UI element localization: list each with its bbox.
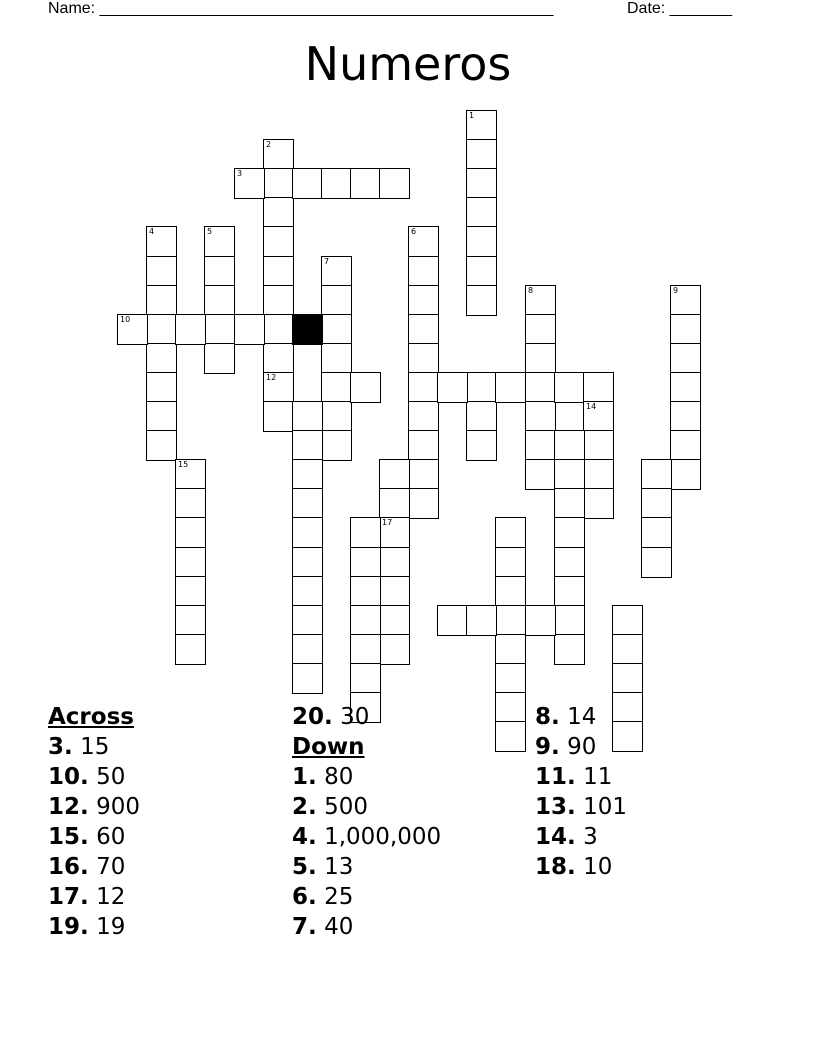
clue-text: 80 xyxy=(324,764,354,790)
grid-cell[interactable] xyxy=(525,343,556,374)
grid-cell[interactable] xyxy=(495,634,526,665)
clue-text: 30 xyxy=(340,704,370,730)
grid-cell[interactable] xyxy=(670,430,701,461)
grid-cell[interactable] xyxy=(525,285,556,316)
clue-number: 17. xyxy=(48,884,89,910)
cell-number: 17 xyxy=(382,518,393,527)
clue-text: 40 xyxy=(324,914,354,940)
clue-across-3 xyxy=(48,732,140,762)
grid-cell[interactable] xyxy=(292,488,323,519)
grid-cell[interactable] xyxy=(525,605,556,636)
clue-text: 500 xyxy=(324,794,368,820)
clue-down-7 xyxy=(292,912,441,942)
clue-down-14 xyxy=(535,822,627,852)
grid-cell[interactable] xyxy=(379,517,410,548)
clue-number: 20. xyxy=(292,704,333,730)
grid-cell[interactable] xyxy=(670,343,701,374)
grid-cell[interactable] xyxy=(554,547,585,578)
grid-cell[interactable] xyxy=(583,459,614,490)
cell-number: 3 xyxy=(237,169,243,178)
grid-cell[interactable] xyxy=(466,110,497,141)
grid-cell[interactable] xyxy=(379,576,410,607)
grid-cell[interactable] xyxy=(146,314,177,345)
across-heading: Across xyxy=(48,704,134,730)
clue-text: 50 xyxy=(96,764,126,790)
grid-cell[interactable] xyxy=(466,430,497,461)
grid-cell[interactable] xyxy=(525,401,556,432)
cell-number: 7 xyxy=(324,257,330,266)
grid-cell[interactable] xyxy=(408,256,439,287)
clue-across-20 xyxy=(292,702,441,732)
grid-cell[interactable] xyxy=(495,692,526,723)
clue-number: 2. xyxy=(292,794,317,820)
grid-cell[interactable] xyxy=(495,605,526,636)
clue-text: 900 xyxy=(96,794,140,820)
clue-number: 7. xyxy=(292,914,317,940)
grid-cell[interactable] xyxy=(583,372,614,403)
grid-cell[interactable] xyxy=(292,576,323,607)
grid-cell[interactable] xyxy=(321,401,352,432)
clue-text: 11 xyxy=(583,764,613,790)
cell-number: 4 xyxy=(149,227,155,236)
grid-cell[interactable] xyxy=(554,372,585,403)
grid-cell[interactable] xyxy=(466,372,497,403)
grid-cell[interactable] xyxy=(466,605,497,636)
grid-cell[interactable] xyxy=(350,605,381,636)
grid-cell[interactable] xyxy=(408,372,439,403)
grid-cell[interactable] xyxy=(292,517,323,548)
cell-number: 15 xyxy=(178,460,189,469)
grid-cell[interactable] xyxy=(350,634,381,665)
grid-cell[interactable] xyxy=(350,168,381,199)
clue-number: 13. xyxy=(535,794,576,820)
grid-cell[interactable] xyxy=(379,634,410,665)
clue-across-16 xyxy=(48,852,140,882)
grid-cell[interactable] xyxy=(554,488,585,519)
grid-cell[interactable] xyxy=(408,488,439,519)
cell-number: 10 xyxy=(120,315,131,324)
grid-cell[interactable] xyxy=(641,547,672,578)
cell-number: 12 xyxy=(266,373,277,382)
grid-cell[interactable] xyxy=(379,605,410,636)
clue-number: 15. xyxy=(48,824,89,850)
grid-cell[interactable] xyxy=(670,314,701,345)
grid-cell[interactable] xyxy=(466,168,497,199)
grid-cell[interactable] xyxy=(175,547,206,578)
grid-cell[interactable] xyxy=(204,343,235,374)
clue-number: 3. xyxy=(48,734,73,760)
grid-cell[interactable] xyxy=(292,459,323,490)
grid-cell[interactable] xyxy=(321,430,352,461)
grid-cell[interactable] xyxy=(379,547,410,578)
clue-number: 8. xyxy=(535,704,560,730)
grid-cell[interactable] xyxy=(321,285,352,316)
clue-down-18 xyxy=(535,852,627,882)
clue-number: 10. xyxy=(48,764,89,790)
cell-number: 5 xyxy=(207,227,213,236)
clue-down-1 xyxy=(292,762,441,792)
clue-across-15 xyxy=(48,822,140,852)
clue-text: 10 xyxy=(583,854,613,880)
grid-cell[interactable] xyxy=(670,401,701,432)
grid-cell[interactable] xyxy=(437,372,468,403)
clue-number: 16. xyxy=(48,854,89,880)
clue-text: 70 xyxy=(96,854,126,880)
clue-text: 14 xyxy=(567,704,597,730)
grid-cell[interactable] xyxy=(583,488,614,519)
date-field-label: Date: _______ xyxy=(627,0,732,17)
grid-cell[interactable] xyxy=(292,605,323,636)
grid-cell[interactable] xyxy=(175,459,206,490)
grid-cell[interactable] xyxy=(321,372,352,403)
shaded-cell xyxy=(292,314,323,345)
clue-number: 11. xyxy=(535,764,576,790)
grid-cell[interactable] xyxy=(292,634,323,665)
grid-cell[interactable] xyxy=(466,226,497,257)
clue-down-2 xyxy=(292,792,441,822)
grid-cell[interactable] xyxy=(175,605,206,636)
clue-across-17 xyxy=(48,882,140,912)
grid-cell[interactable] xyxy=(408,343,439,374)
clue-text: 3 xyxy=(583,824,598,850)
grid-cell[interactable] xyxy=(350,372,381,403)
grid-cell[interactable] xyxy=(495,547,526,578)
clue-text: 60 xyxy=(96,824,126,850)
grid-cell[interactable] xyxy=(408,314,439,345)
grid-cell[interactable] xyxy=(234,314,265,345)
grid-cell[interactable] xyxy=(175,314,206,345)
grid-cell[interactable] xyxy=(263,139,294,170)
cell-number: 6 xyxy=(411,227,417,236)
grid-cell[interactable] xyxy=(641,488,672,519)
grid-cell[interactable] xyxy=(495,372,526,403)
grid-cell[interactable] xyxy=(204,256,235,287)
clue-number: 4. xyxy=(292,824,317,850)
grid-cell[interactable] xyxy=(263,343,294,374)
grid-cell[interactable] xyxy=(146,226,177,257)
cell-number: 2 xyxy=(266,140,272,149)
cell-number: 9 xyxy=(673,286,679,295)
grid-cell[interactable] xyxy=(292,430,323,461)
grid-cell[interactable] xyxy=(554,430,585,461)
grid-cell[interactable] xyxy=(292,663,323,694)
grid-cell[interactable] xyxy=(350,547,381,578)
grid-cell[interactable] xyxy=(263,401,294,432)
grid-cell[interactable] xyxy=(350,663,381,694)
grid-cell[interactable] xyxy=(466,139,497,170)
grid-cell[interactable] xyxy=(670,459,701,490)
grid-cell[interactable] xyxy=(263,372,294,403)
grid-cell[interactable] xyxy=(146,430,177,461)
grid-cell[interactable] xyxy=(583,401,614,432)
grid-cell[interactable] xyxy=(146,285,177,316)
clue-text: 90 xyxy=(567,734,597,760)
clue-down-9 xyxy=(535,732,627,762)
grid-cell[interactable] xyxy=(466,401,497,432)
clue-down-5 xyxy=(292,852,441,882)
clue-across-10 xyxy=(48,762,140,792)
clues-column-1 xyxy=(48,702,140,942)
cell-number: 8 xyxy=(528,286,534,295)
grid-cell[interactable] xyxy=(263,256,294,287)
clue-text: 13 xyxy=(324,854,354,880)
grid-cell[interactable] xyxy=(175,634,206,665)
grid-cell[interactable] xyxy=(525,430,556,461)
grid-cell[interactable] xyxy=(146,256,177,287)
clue-down-11 xyxy=(535,762,627,792)
clue-number: 9. xyxy=(535,734,560,760)
grid-cell[interactable] xyxy=(612,605,643,636)
clue-number: 5. xyxy=(292,854,317,880)
clue-number: 6. xyxy=(292,884,317,910)
clue-number: 18. xyxy=(535,854,576,880)
grid-cell[interactable] xyxy=(641,517,672,548)
clue-number: 14. xyxy=(535,824,576,850)
grid-cell[interactable] xyxy=(263,285,294,316)
grid-cell[interactable] xyxy=(641,459,672,490)
grid-cell[interactable] xyxy=(670,285,701,316)
clue-across-12 xyxy=(48,792,140,822)
clue-down-6 xyxy=(292,882,441,912)
cell-number: 1 xyxy=(469,111,475,120)
clue-down-8 xyxy=(535,702,627,732)
grid-cell[interactable] xyxy=(495,576,526,607)
grid-cell[interactable] xyxy=(204,314,235,345)
grid-cell[interactable] xyxy=(204,285,235,316)
grid-cell[interactable] xyxy=(263,168,294,199)
grid-cell[interactable] xyxy=(554,517,585,548)
clue-text: 12 xyxy=(96,884,126,910)
grid-cell[interactable] xyxy=(408,285,439,316)
grid-cell[interactable] xyxy=(234,168,265,199)
grid-cell[interactable] xyxy=(408,430,439,461)
grid-cell[interactable] xyxy=(175,576,206,607)
grid-cell[interactable] xyxy=(466,285,497,316)
grid-cell[interactable] xyxy=(321,256,352,287)
grid-cell[interactable] xyxy=(321,343,352,374)
grid-cell[interactable] xyxy=(263,226,294,257)
grid-cell[interactable] xyxy=(146,343,177,374)
grid-cell[interactable] xyxy=(408,459,439,490)
clue-number: 19. xyxy=(48,914,89,940)
grid-cell[interactable] xyxy=(175,517,206,548)
grid-cell[interactable] xyxy=(321,168,352,199)
grid-cell[interactable] xyxy=(175,488,206,519)
grid-cell[interactable] xyxy=(321,314,352,345)
grid-cell[interactable] xyxy=(466,197,497,228)
clue-text: 25 xyxy=(324,884,354,910)
grid-cell[interactable] xyxy=(292,547,323,578)
cell-number: 14 xyxy=(586,402,597,411)
grid-cell[interactable] xyxy=(146,372,177,403)
grid-cell[interactable] xyxy=(525,372,556,403)
grid-cell[interactable] xyxy=(466,256,497,287)
clue-number: 12. xyxy=(48,794,89,820)
grid-cell[interactable] xyxy=(437,605,468,636)
clue-down-13 xyxy=(535,792,627,822)
grid-cell[interactable] xyxy=(350,576,381,607)
grid-cell[interactable] xyxy=(292,168,323,199)
clue-text: 15 xyxy=(80,734,110,760)
grid-cell[interactable] xyxy=(670,372,701,403)
clue-down-4 xyxy=(292,822,441,852)
clue-number: 1. xyxy=(292,764,317,790)
clue-text: 1,000,000 xyxy=(324,824,442,850)
grid-cell[interactable] xyxy=(554,634,585,665)
grid-cell[interactable] xyxy=(408,401,439,432)
grid-cell[interactable] xyxy=(554,459,585,490)
grid-cell[interactable] xyxy=(495,663,526,694)
grid-cell[interactable] xyxy=(146,401,177,432)
clue-text: 19 xyxy=(96,914,126,940)
grid-cell[interactable] xyxy=(583,430,614,461)
grid-cell[interactable] xyxy=(554,605,585,636)
grid-cell[interactable] xyxy=(525,314,556,345)
grid-cell[interactable] xyxy=(495,517,526,548)
grid-cell[interactable] xyxy=(379,488,410,519)
down-heading: Down xyxy=(292,734,365,760)
clue-across-19 xyxy=(48,912,140,942)
grid-cell[interactable] xyxy=(495,721,526,752)
grid-cell[interactable] xyxy=(350,517,381,548)
grid-cell[interactable] xyxy=(612,634,643,665)
grid-cell[interactable] xyxy=(117,314,148,345)
grid-cell[interactable] xyxy=(263,197,294,228)
grid-cell[interactable] xyxy=(612,663,643,694)
clues-column-3 xyxy=(535,702,627,882)
clues-column-2 xyxy=(292,702,441,942)
grid-cell[interactable] xyxy=(204,226,235,257)
grid-cell[interactable] xyxy=(379,459,410,490)
grid-cell[interactable] xyxy=(554,576,585,607)
grid-cell[interactable] xyxy=(379,168,410,199)
grid-cell[interactable] xyxy=(408,226,439,257)
clue-text: 101 xyxy=(583,794,627,820)
page-title: Numeros xyxy=(304,37,512,91)
grid-cell[interactable] xyxy=(292,401,323,432)
grid-cell[interactable] xyxy=(263,314,294,345)
name-field-label: Name: ___________________________________________________ xyxy=(48,0,554,17)
grid-cell[interactable] xyxy=(525,459,556,490)
